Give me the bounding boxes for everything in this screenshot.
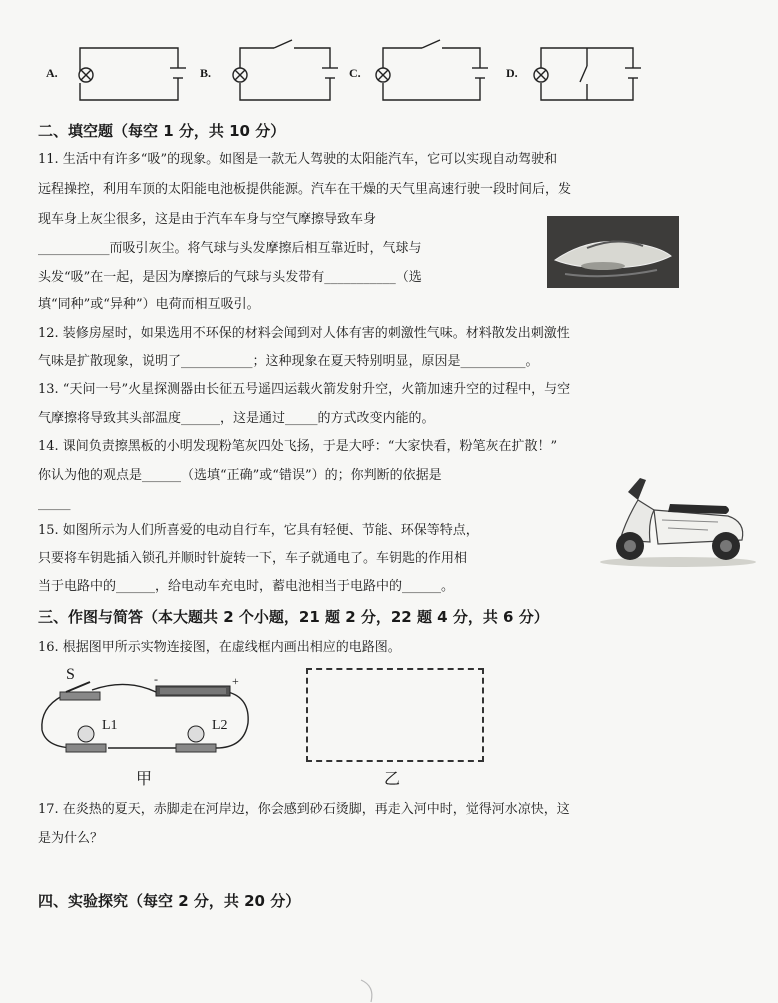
option-c-label: C. [349, 66, 361, 80]
lamp-l2-label: L2 [212, 718, 228, 733]
q17-line1: 17. 在炎热的夏天，赤脚走在河岸边，你会感到砂石烫脚，再走入河中时，觉得河水凉快，这 [38, 802, 570, 817]
switch-label: S [66, 666, 75, 683]
lamp-l1-label: L1 [102, 718, 118, 733]
battery-plus-label: + [232, 674, 239, 688]
q13-line2: 气摩擦将导致其头部温度______，这是通过_____的方式改变内能的。 [38, 411, 435, 426]
option-a-label: A. [46, 66, 58, 80]
q11-line1: 11. 生活中有许多“吸”的现象。如图是一款无人驾驶的太阳能汽车，它可以实现自动驾驶和 [38, 152, 558, 167]
circuit-c [376, 40, 488, 100]
q15-line2: 只要将车钥匙插入锁孔并顺时针旋转一下，车子就通电了。车钥匙的作用相 [38, 551, 468, 566]
circuit-b [233, 40, 338, 100]
battery-minus-label: - [154, 672, 158, 686]
q11-line2: 远程操控，利用车顶的太阳能电池板提供能源。汽车在干燥的天气里高速行驶一段时间后，发 [38, 182, 572, 197]
q14-line2: 你认为他的观点是______（选填“正确”或“错误”）的；你判断的依据是 [38, 468, 442, 483]
q15-line3: 当于电路中的______，给电动车充电时，蓄电池相当于电路中的______。 [38, 579, 455, 594]
electric-scooter-image [598, 470, 758, 570]
q11-line3: 现车身上灰尘很多，这是由于汽车车身与空气摩擦导致车身 [38, 212, 377, 227]
circuit-d [534, 48, 641, 100]
q13-line1: 13. “天问一号”火星探测器由长征五号遥四运载火箭发射升空，火箭加速升空的过程中，与空 [38, 382, 571, 397]
section-3-title: 三、作图与简答（本大题共 2 个小题，21 题 2 分，22 题 4 分，共 6 分） [38, 608, 549, 626]
q12-line2: 气味是扩散现象，说明了___________；这种现象在夏天特别明显，原因是__________。 [38, 354, 539, 369]
figure-yi-label: 乙 [384, 769, 401, 788]
q16-line1: 16. 根据图甲所示实物连接图，在虚线框内画出相应的电路图。 [38, 640, 401, 655]
physical-circuit-figure [36, 668, 256, 763]
option-b-label: B. [200, 66, 212, 80]
solar-car-photo [547, 216, 679, 288]
option-d-label: D. [506, 66, 518, 80]
q11-line5: 头发“吸”在一起，是因为摩擦后的气球与头发带有___________（选 [38, 270, 422, 285]
circuit-a [79, 48, 186, 100]
figure-jia-label: 甲 [136, 769, 153, 788]
q17-line2: 是为什么？ [38, 831, 104, 846]
answer-drawing-box[interactable] [306, 668, 484, 762]
section-2-title: 二、填空题（每空 1 分，共 10 分） [38, 122, 286, 140]
q12-line1: 12. 装修房屋时，如果选用不环保的材料会闻到对人体有害的刺激性气味。材料散发出刺激性 [38, 326, 570, 341]
solar-car-image [547, 216, 679, 288]
q14-line3: _____ [38, 496, 71, 511]
circuit-options-drawing [0, 0, 778, 120]
q11-line4: ___________而吸引灰尘。将气球与头发摩擦后相互靠近时，气球与 [38, 241, 422, 256]
section-4-title: 四、实验探究（每空 2 分，共 20 分） [38, 892, 301, 910]
q15-line1: 15. 如图所示为人们所喜爱的电动自行车，它具有轻便、节能、环保等特点， [38, 523, 479, 538]
q11-line6: 填“同种”或“异种”）电荷而相互吸引。 [38, 297, 260, 312]
scan-mark [355, 978, 385, 1003]
q14-line1: 14. 课间负责擦黑板的小明发现粉笔灰四处飞扬，于是大呼：“大家快看，粉笔灰在扩散！” [38, 439, 558, 454]
